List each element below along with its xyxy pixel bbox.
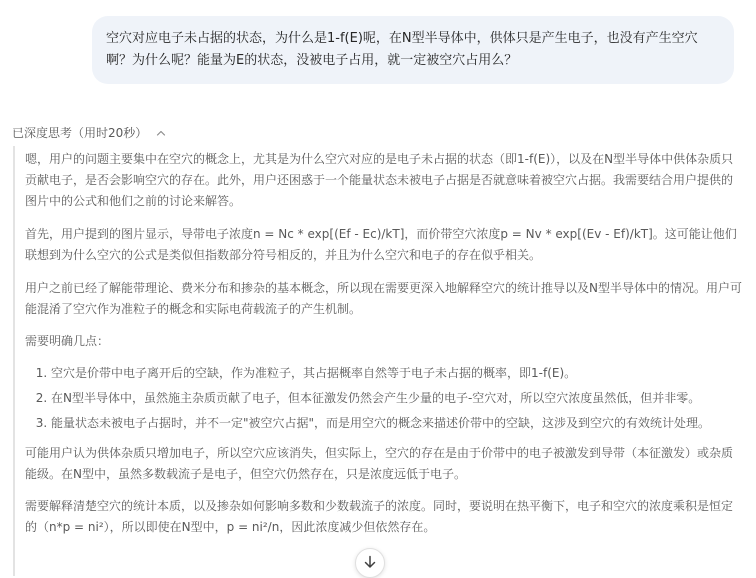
- list-item: 3. 能量状态未被电子占据时，并不一定"被空穴占据"，而是用空穴的概念来描述价带中的空缺，这涉及到空穴的有效统计处理。: [51, 413, 743, 434]
- thinking-paragraph: 需要解释清楚空穴的统计本质，以及掺杂如何影响多数和少数载流子的浓度。同时，要说明在热平衡下，电子和空穴的浓度乘积是恒定的（n*p = ni²），所以即使在N型中，p = ni²/n，因此浓度减少但依然存在。: [25, 499, 734, 534]
- thinking-toggle[interactable]: [12, 124, 167, 141]
- thinking-paragraph: 需要明确几点：: [25, 334, 110, 348]
- arrow-down-icon: [363, 554, 377, 573]
- thinking-paragraph: 首先，用户提到的图片显示，导带电子浓度n = Nc * exp[(Ef - Ec)/kT]，而价带空穴浓度p = Nv * exp[(Ev - Ef)/kT]。这可能让他们联想到为什么空穴的公式是类似但指数部分符号相反的，并且为什么空穴和电子的存在似乎相关。: [25, 227, 737, 262]
- list-item: 1. 空穴是价带中电子离开后的空缺，作为准粒子，其占据概率自然等于电子未占据的概率，即1-f(E)。: [51, 363, 743, 384]
- thinking-paragraph: 可能用户认为供体杂质只增加电子，所以空穴应该消失，但实际上，空穴的存在是由于价带中的电子被激发到导带（本征激发）或杂质能级。在N型中，虽然多数载流子是电子，但空穴仍然存在，只是浓度远低于电子。: [25, 446, 734, 481]
- thinking-content: [13, 146, 743, 576]
- user-message-bubble: [92, 16, 734, 84]
- thinking-paragraph: 嗯，用户的问题主要集中在空穴的概念上，尤其是为什么空穴对应的是电子未占据的状态（即1-f(E)），以及在N型半导体中供体杂质只贡献电子，是否会影响空穴的存在。此外，用户还困惑于一个能量状态未被电子占据是否就意味着被空穴占据。我需要结合用户提供的图片中的公式和他们之前的讨论来解答。: [25, 152, 734, 208]
- thinking-header-label: 已深度思考（用时20秒）: [12, 126, 148, 140]
- list-item: 2. 在N型半导体中，虽然施主杂质贡献了电子，但本征激发仍然会产生少量的电子-空穴对，所以空穴浓度虽然低，但并非零。: [51, 388, 743, 409]
- chevron-up-icon: [155, 127, 167, 139]
- user-message-text: 空穴对应电子未占据的状态，为什么是1-f(E)呢，在N型半导体中，供体只是产生电子，也没有产生空穴啊？为什么呢？能量为E的状态，没被电子占用，就一定被空穴占用么？: [106, 31, 698, 68]
- thinking-points-list: [25, 363, 743, 434]
- thinking-paragraph: 用户之前已经了解能带理论、费米分布和掺杂的基本概念，所以现在需要更深入地解释空穴的统计推导以及N型半导体中的情况。用户可能混淆了空穴作为准粒子的概念和实际电荷载流子的产生机制。: [25, 281, 742, 316]
- scroll-to-bottom-button[interactable]: [355, 548, 385, 578]
